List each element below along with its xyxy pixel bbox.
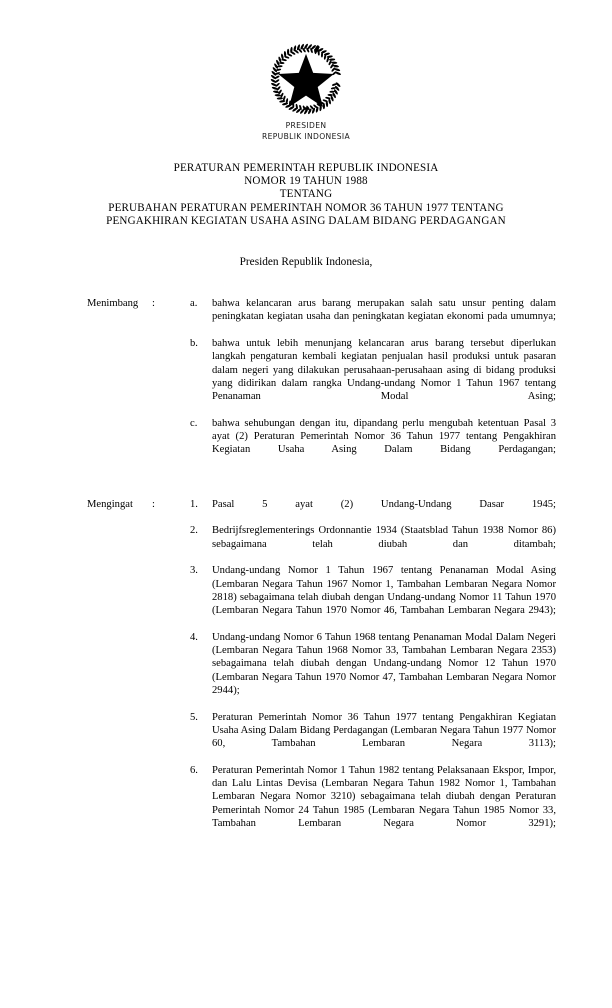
document-title-block [0, 162, 612, 228]
section-mengingat [0, 498, 612, 844]
item-marker: a. [190, 298, 198, 310]
item-text: Peraturan Pemerintah Nomor 1 Tahun 1982 tentang Pelaksanaan Ekspor, Impor, dan Lalu Lintas Devisa (Lembaran Negara Tahun 1982 Nomor 1, Tambahan Lembaran Negara Nomor 3210) sebagaimana telah diubah dengan Peraturan Pemerintah Nomor 24 Tahun 1985 (Lembaran Negara Tahun 1985 Nomor 33, Tambahan Lembaran Negara Nomor 3291); [212, 764, 556, 829]
item-text: bahwa kelancaran arus barang merupakan salah satu unsur penting dalam peningkatan kegiatan usaha dan peningkatan kegiatan ekonomi pada umumnya; [212, 298, 556, 323]
item-marker: 2. [190, 525, 198, 537]
item-marker: 4. [190, 631, 198, 643]
title-line-subject-2: PENGAKHIRAN KEGIATAN USAHA ASING DALAM BIDANG PERDAGANGAN [106, 214, 506, 227]
masthead-line-presiden: PRESIDEN [285, 121, 327, 130]
garuda-star-wreath-emblem [269, 42, 343, 116]
title-line-tentang: TENTANG [279, 188, 333, 201]
masthead-line-republik-indonesia: REPUBLIK INDONESIA [261, 131, 351, 141]
item-marker: 5. [190, 711, 198, 723]
item-text: Pasal 5 ayat (2) Undang-Undang Dasar 1945; [212, 498, 556, 510]
list-item [190, 631, 556, 711]
masthead [0, 0, 612, 142]
opening-line: Presiden Republik Indonesia, [239, 256, 373, 269]
list-item [190, 564, 556, 630]
item-marker: 3. [190, 565, 198, 577]
list-item [190, 498, 556, 525]
section-colon-mengingat: : [152, 498, 155, 510]
item-text: Undang-undang Nomor 6 Tahun 1968 tentang Penanaman Modal Dalam Negeri (Lembaran Negara Tahun 1968 Nomor 33, Tambahan Lembaran Negara 2353) sebagaimana telah diubah dengan Undang-undang Nomor 12 Tahun 1970 (Lembaran Negara Tahun 1970 Nomor 47, Tambahan Lembaran Negara Nomor 2944); [212, 631, 556, 697]
list-item [190, 297, 556, 337]
item-marker: c. [190, 417, 198, 429]
menimbang-item-list [190, 297, 556, 470]
list-item [190, 764, 556, 844]
item-marker: 6. [190, 764, 198, 776]
list-item [190, 711, 556, 764]
list-item [190, 417, 556, 470]
item-text: bahwa sehubungan dengan itu, dipandang perlu mengubah ketentuan Pasal 3 ayat (2) Peraturan Pemerintah Nomor 36 Tahun 1977 tentang Pengakhiran Kegiatan Usaha Asing Dalam Bidang Perdagangan; [212, 417, 556, 456]
list-item [190, 524, 556, 564]
item-text: Peraturan Pemerintah Nomor 36 Tahun 1977 tentang Pengakhiran Kegiatan Usaha Asing Dalam Bidang Perdagangan (Lembaran Negara Tahun 1977 Nomor 60, Tambahan Lembaran Negara 3113); [212, 711, 556, 750]
title-line-1: PERATURAN PEMERINTAH REPUBLIK INDONESIA [173, 162, 439, 174]
item-marker: 1. [190, 498, 198, 510]
title-line-subject-1: PERUBAHAN PERATURAN PEMERINTAH NOMOR 36 TAHUN 1977 TENTANG [108, 201, 504, 214]
section-menimbang [0, 297, 612, 470]
section-label-menimbang: Menimbang [87, 298, 139, 310]
item-text: Undang-undang Nomor 1 Tahun 1967 tentang Penanaman Modal Asing (Lembaran Negara Tahun 1967 Nomor 1, Tambahan Lembaran Negara Nomor 2818) sebagaimana telah diubah dengan Undang-undang Nomor 11 Tahun 1970 (Lembaran Negara Tahun 1970 Nomor 46, Tambahan Lembaran Negara 2943); [212, 565, 556, 617]
item-text: Bedrijfsreglementerings Ordonnantie 1934 (Staatsblad Tahun 1938 Nomor 86) sebagaimana telah diubah dan ditambah; [212, 525, 556, 550]
section-label-mengingat: Mengingat [87, 498, 133, 510]
masthead-text [262, 121, 350, 142]
mengingat-item-list [190, 498, 556, 844]
title-line-nomor: NOMOR 19 TAHUN 1988 [244, 175, 368, 188]
item-marker: b. [190, 337, 198, 349]
item-text: bahwa untuk lebih menunjang kelancaran arus barang tersebut diperlukan langkah pengaturan kembali kegiatan penjualan hasil produksi untuk pasaran dalam negeri yang dilakukan perusahaan-perusahaan asing di bidang produksi yang didirikan dalam rangka Undang-undang Nomor 1 Tahun 1967 tentang Penanaman Modal Asing; [212, 337, 556, 403]
list-item [190, 337, 556, 417]
section-colon-menimbang: : [152, 298, 155, 310]
